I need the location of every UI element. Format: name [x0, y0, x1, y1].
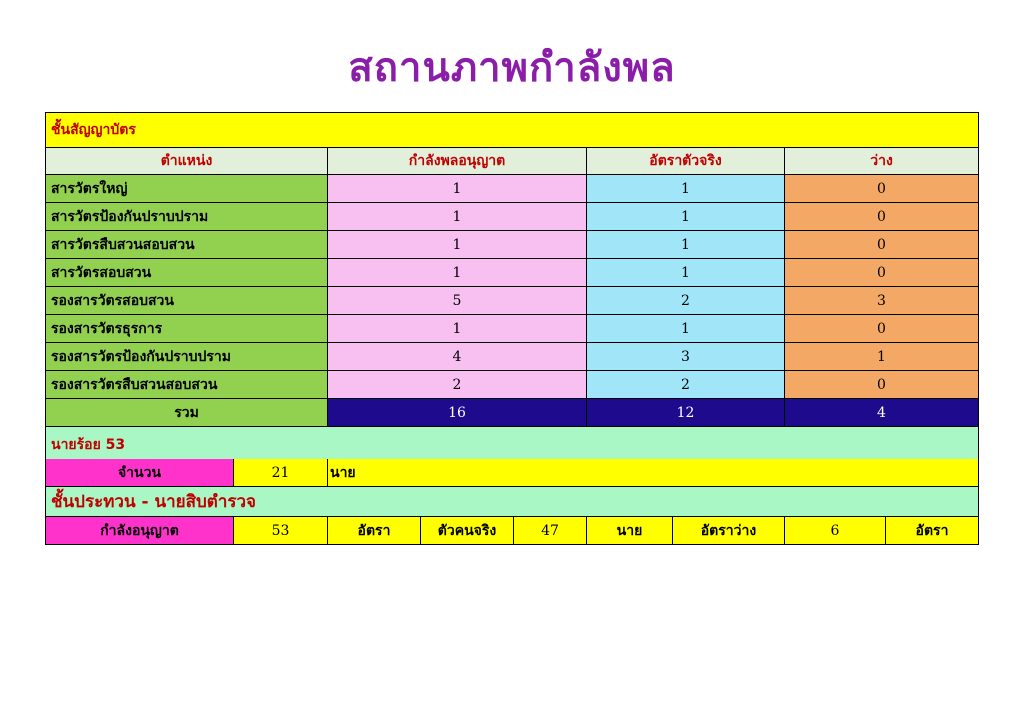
- header-vacant: ว่าง: [785, 148, 979, 175]
- row-position: รองสารวัตรสอบสวน: [45, 287, 328, 315]
- row-authorized: 1: [328, 259, 587, 287]
- nco-vacant-label: อัตราว่าง: [673, 517, 785, 545]
- officers-count: 21: [234, 459, 328, 487]
- nco-vacant: 6: [785, 517, 886, 545]
- row-actual: 2: [587, 287, 785, 315]
- officers-unit: นาย: [328, 459, 979, 487]
- row-vacant: 0: [785, 203, 979, 231]
- row-authorized: 2: [328, 371, 587, 399]
- section-officers: นายร้อย 53: [45, 427, 979, 463]
- row-vacant: 0: [785, 175, 979, 203]
- nco-section-row: [45, 487, 979, 517]
- nco-actual: 47: [514, 517, 587, 545]
- row-authorized: 5: [328, 287, 587, 315]
- nco-rate-label: อัตรา: [328, 517, 421, 545]
- commissioned-table: [45, 112, 979, 463]
- row-vacant: 0: [785, 259, 979, 287]
- nco-actual-label: ตัวคนจริง: [421, 517, 514, 545]
- row-actual: 2: [587, 371, 785, 399]
- header-position: ตำแหน่ง: [45, 148, 328, 175]
- row-authorized: 4: [328, 343, 587, 371]
- row-authorized: 1: [328, 315, 587, 343]
- nco-authorized-label: กำลังอนุญาต: [45, 517, 234, 545]
- row-vacant: 0: [785, 231, 979, 259]
- row-vacant: 1: [785, 343, 979, 371]
- row-position: สารวัตรป้องกันปราบปราม: [45, 203, 328, 231]
- row-vacant: 0: [785, 315, 979, 343]
- section-commissioned: ชั้นสัญญาบัตร: [45, 112, 979, 148]
- officers-count-label: จำนวน: [45, 459, 234, 487]
- total-label: รวม: [45, 399, 328, 427]
- row-authorized: 1: [328, 175, 587, 203]
- nco-detail-row: [45, 517, 979, 545]
- row-actual: 3: [587, 343, 785, 371]
- row-vacant: 3: [785, 287, 979, 315]
- row-position: รองสารวัตรธุรการ: [45, 315, 328, 343]
- header-actual: อัตราตัวจริง: [587, 148, 785, 175]
- row-position: สารวัตรสืบสวนสอบสวน: [45, 231, 328, 259]
- row-actual: 1: [587, 259, 785, 287]
- nco-rate-label-2: อัตรา: [886, 517, 979, 545]
- row-actual: 1: [587, 231, 785, 259]
- row-authorized: 1: [328, 231, 587, 259]
- total-vacant: 4: [785, 399, 979, 427]
- total-actual: 12: [587, 399, 785, 427]
- nco-person-unit: นาย: [587, 517, 673, 545]
- officers-count-row: [45, 459, 979, 487]
- row-actual: 1: [587, 175, 785, 203]
- row-position: สารวัตรสอบสวน: [45, 259, 328, 287]
- row-actual: 1: [587, 203, 785, 231]
- row-actual: 1: [587, 315, 785, 343]
- row-position: รองสารวัตรสืบสวนสอบสวน: [45, 371, 328, 399]
- section-nco: ชั้นประทวน - นายสิบตำรวจ: [45, 487, 979, 517]
- row-vacant: 0: [785, 371, 979, 399]
- row-authorized: 1: [328, 203, 587, 231]
- header-authorized: กำลังพลอนุญาต: [328, 148, 587, 175]
- row-position: สารวัตรใหญ่: [45, 175, 328, 203]
- row-position: รองสารวัตรป้องกันปราบปราม: [45, 343, 328, 371]
- total-authorized: 16: [328, 399, 587, 427]
- page-title: สถานภาพกำลังพล: [348, 45, 676, 91]
- nco-authorized: 53: [234, 517, 328, 545]
